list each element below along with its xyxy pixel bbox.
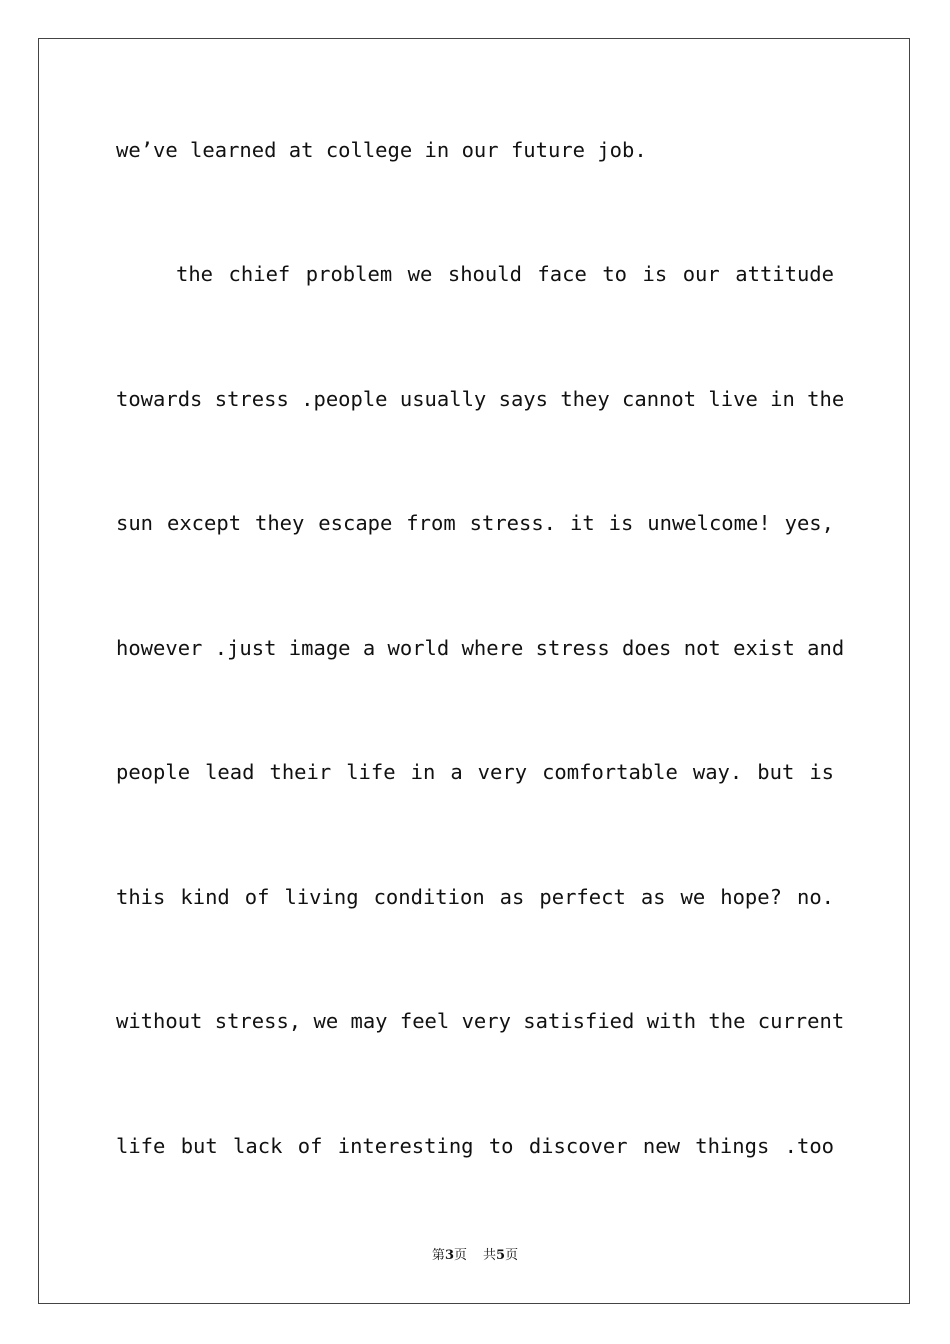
text-line-1: we’ve learned at college in our future job. [116, 138, 647, 162]
text-line-5: however .just image a world where stress does not exist and [116, 636, 845, 660]
text-line-3: towards stress .people usually says they cannot live in the [116, 387, 845, 411]
text-line-2: the chief problem we should face to is our attitude [176, 262, 834, 286]
text-line-7: this kind of living condition as perfect as we hope? no. [116, 885, 834, 909]
total-prefix: 共 [483, 1248, 497, 1263]
page-footer [0, 1247, 950, 1265]
text-line-9: life but lack of interesting to discover new things .too [116, 1134, 834, 1158]
page-suffix: 页 [453, 1248, 467, 1263]
text-line-4: sun except they escape from stress. it is unwelcome! yes, [116, 511, 834, 535]
page-border [38, 38, 910, 1304]
current-page-number: 3 [444, 1248, 454, 1263]
total-page-number: 5 [496, 1248, 506, 1263]
page-prefix: 第 [431, 1248, 445, 1263]
text-line-6: people lead their life in a very comfortable way. but is [116, 760, 834, 784]
total-suffix: 页 [505, 1248, 519, 1263]
text-line-8: without stress, we may feel very satisfied with the current [116, 1009, 845, 1033]
